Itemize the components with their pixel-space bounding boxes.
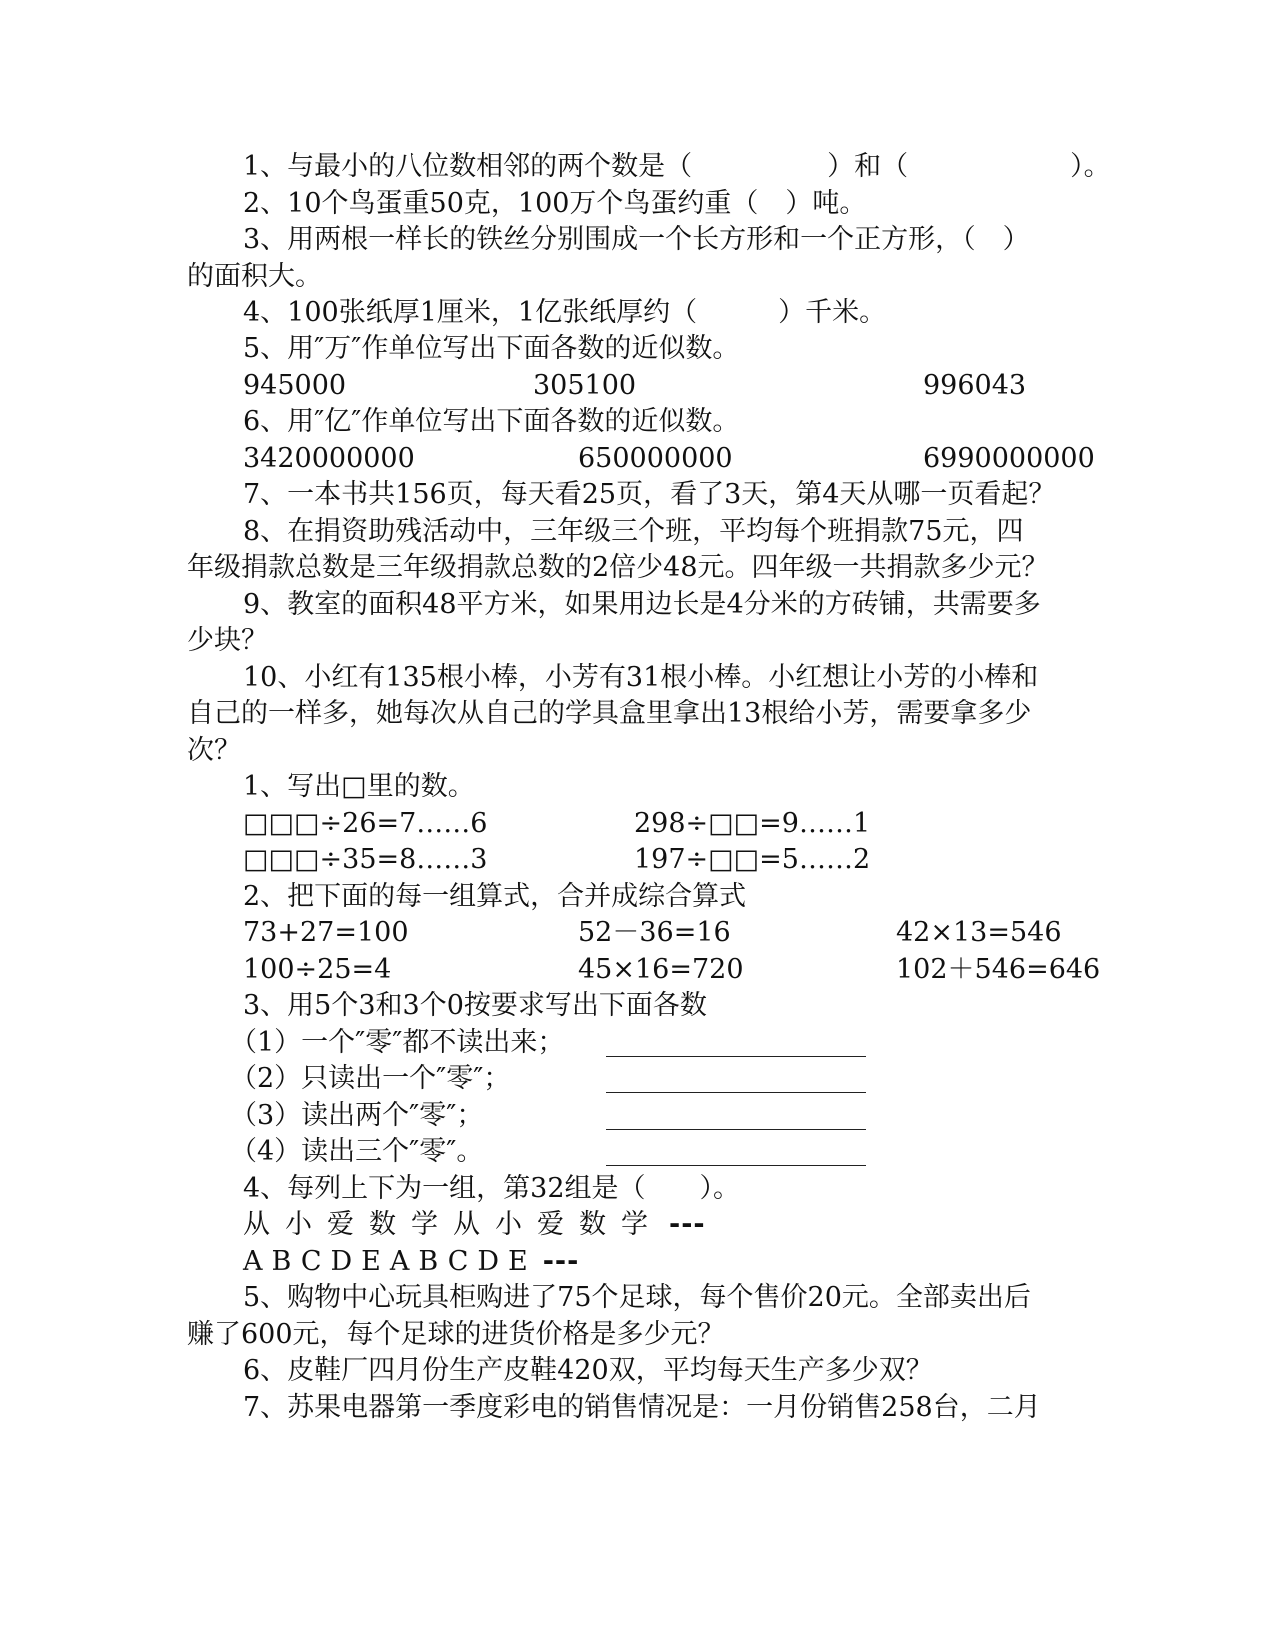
p2-question-3-digits: 3、用5个3和3个0按要求写出下面各数 xyxy=(243,990,707,1021)
p2-q3-answer-line-1[interactable] xyxy=(606,1056,866,1057)
p2-q3-item-2: （2）只读出一个″零″； xyxy=(230,1063,511,1094)
p2-q4-ellipsis-dash: --- xyxy=(669,1209,706,1240)
q6-number-2: 650000000 xyxy=(578,443,733,474)
p2-q2-expr-3: 42×13=546 xyxy=(896,917,1062,948)
q5-number-1: 945000 xyxy=(243,370,347,401)
p2-q2-expr-4: 100÷25=4 xyxy=(243,954,392,985)
question-6-yi-approx: 6、用″亿″作单位写出下面各数的近似数。 xyxy=(243,406,740,437)
p2-question-6-shoes: 6、皮鞋厂四月份生产皮鞋420双，平均每天生产多少双？ xyxy=(243,1355,933,1386)
p2-q1-equation-4: 197÷□□=5……2 xyxy=(634,844,871,875)
p2-question-2-combine: 2、把下面的每一组算式，合并成综合算式 xyxy=(243,881,747,912)
p2-q3-answer-line-4[interactable] xyxy=(606,1165,866,1166)
question-10-sticks-line3: 次？ xyxy=(187,735,241,766)
question-4-paper-thickness: 4、100张纸厚1厘米，1亿张纸厚约（ ）千米。 xyxy=(243,297,887,328)
question-10-sticks-line1: 10、小红有135根小棒，小芳有31根小棒。小红想让小芳的小棒和 xyxy=(243,662,1039,693)
p2-q1-equation-2: 298÷□□=9……1 xyxy=(634,808,871,839)
question-8-donation-line1: 8、在捐资助残活动中，三年级三个班，平均每个班捐款75元，四 xyxy=(243,516,1024,547)
p2-q2-expr-2: 52－36=16 xyxy=(578,917,731,948)
p2-q3-item-1: （1）一个″零″都不读出来； xyxy=(230,1027,565,1058)
p2-q2-expr-5: 45×16=720 xyxy=(578,954,744,985)
question-7-book-pages: 7、一本书共156页，每天看25页，看了3天，第4天从哪一页看起？ xyxy=(243,479,1056,510)
question-2-egg-weight: 2、10个鸟蛋重50克，100万个鸟蛋约重（ ）吨。 xyxy=(243,188,867,219)
p2-q3-answer-line-2[interactable] xyxy=(606,1092,866,1093)
p2-q4-ellipsis-dash-2: --- xyxy=(542,1246,580,1277)
p2-q1-equation-3: □□□÷35=8……3 xyxy=(243,844,488,875)
q6-number-3: 6990000000 xyxy=(923,443,1095,474)
p2-q3-item-3: （3）读出两个″零″； xyxy=(230,1100,484,1131)
question-3-wire-line1: 3、用两根一样长的铁丝分别围成一个长方形和一个正方形，（ ） xyxy=(243,224,1030,255)
question-5-wan-approx: 5、用″万″作单位写出下面各数的近似数。 xyxy=(243,333,740,364)
p2-q2-expr-1: 73+27=100 xyxy=(243,917,409,948)
question-8-donation-line2: 年级捐款总数是三年级捐款总数的2倍少48元。四年级一共捐款多少元？ xyxy=(187,552,1049,583)
p2-question-4-pattern: 4、每列上下为一组，第32组是（ ）。 xyxy=(243,1173,741,1204)
p2-q3-answer-line-3[interactable] xyxy=(606,1129,866,1130)
p2-q4-letter-row xyxy=(243,1244,579,1280)
p2-question-1-boxes: 1、写出□里的数。 xyxy=(243,771,475,802)
p2-question-7-tv-sales: 7、苏果电器第一季度彩电的销售情况是：一月份销售258台，二月 xyxy=(243,1392,1041,1423)
p2-q4-char-row xyxy=(243,1207,706,1243)
question-9-tiles-line1: 9、教室的面积48平方米，如果用边长是4分米的方砖铺，共需要多 xyxy=(243,589,1041,620)
question-1-fill-blank: 1、与最小的八位数相邻的两个数是（ ）和（ ）。 xyxy=(243,151,1111,182)
q5-number-3: 996043 xyxy=(923,370,1027,401)
p2-q4-char-sequence: 从小爱数学从小爱数学 xyxy=(243,1209,663,1240)
question-3-wire-line2: 的面积大。 xyxy=(187,261,322,292)
p2-question-5-football-line1: 5、购物中心玩具柜购进了75个足球，每个售价20元。全部卖出后 xyxy=(243,1282,1031,1313)
p2-question-5-football-line2: 赚了600元，每个足球的进货价格是多少元？ xyxy=(187,1319,725,1350)
p2-q2-expr-6: 102＋546=646 xyxy=(896,954,1101,985)
p2-q4-letter-sequence: ABCDEABCDE xyxy=(243,1246,537,1277)
p2-q3-item-4: （4）读出三个″零″。 xyxy=(230,1136,484,1167)
p2-q1-equation-1: □□□÷26=7……6 xyxy=(243,808,488,839)
q5-number-2: 305100 xyxy=(533,370,637,401)
question-9-tiles-line2: 少块？ xyxy=(187,625,268,656)
question-10-sticks-line2: 自己的一样多，她每次从自己的学具盒里拿出13根给小芳，需要拿多少 xyxy=(187,698,1032,729)
q6-number-1: 3420000000 xyxy=(243,443,415,474)
